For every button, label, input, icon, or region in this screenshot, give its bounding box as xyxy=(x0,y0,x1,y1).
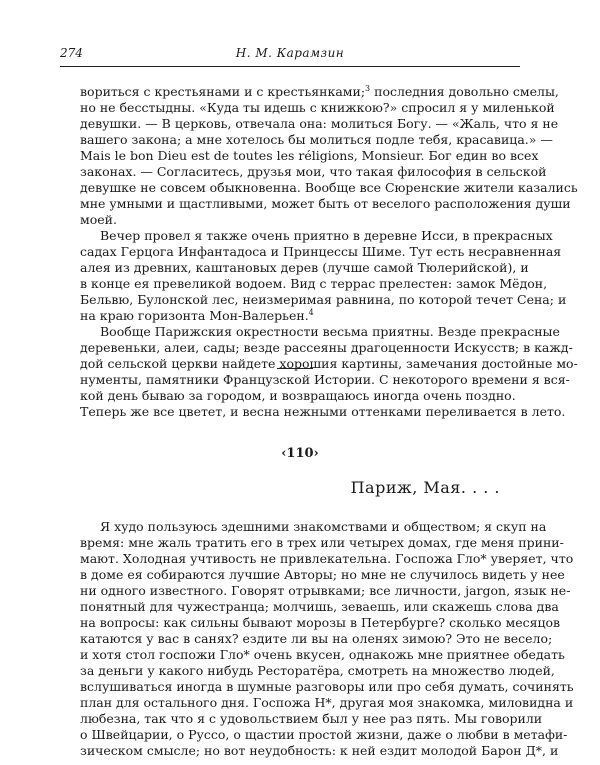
text-line xyxy=(80,583,571,599)
text-line xyxy=(80,567,565,583)
text-line xyxy=(80,308,500,324)
text-line xyxy=(80,260,529,276)
text-line xyxy=(80,663,555,679)
line-text: любезна, так что я с удовольствием был у нее раз пять. Мы говорили xyxy=(80,711,543,726)
line-text: Вечер провел я также очень приятно в деревне Исси, в прекрасных xyxy=(100,228,553,243)
text-line xyxy=(80,727,568,743)
text-line xyxy=(80,647,565,663)
line-text: в конце ея превеликой водоем. Вид с террас прелестен: замок Мёдон, xyxy=(80,276,548,291)
line-text: Я худо пользуюсь здешними знакомствами и обществом; я скуп на xyxy=(100,519,547,534)
text-line xyxy=(80,631,553,647)
line-text: время: мне жаль тратить его в трех или четырех домах, где меня прини- xyxy=(80,535,564,550)
text-line xyxy=(80,404,566,420)
text-line xyxy=(80,551,574,567)
line-text: в доме ея собираются лучшие Авторы; но мне не случилось видеть у нее xyxy=(80,567,565,582)
top-text-block xyxy=(80,83,578,420)
line-text: но не бесстыдны. «Куда ты идешь с книжкою?» спросил я у миленькой xyxy=(80,100,555,115)
running-head: Н. М. Карамзин xyxy=(235,46,345,60)
line-text: Теперь же все цветет, и весна нежными оттенками переливается в лето. xyxy=(80,404,566,419)
text-line xyxy=(80,743,559,759)
text-line xyxy=(80,148,539,164)
header-rule xyxy=(60,66,520,67)
page-number: 274 xyxy=(60,46,83,60)
line-text: зическом смысле; но вот неудобность: к ней ездит молодой Барон Д*, и xyxy=(80,743,559,758)
line-text: садах Герцога Инфантадоса и Принцессы Шиме. Тут есть несравненная xyxy=(80,244,562,259)
line-text: моей. xyxy=(80,212,117,227)
line-text: мают. Холодная учтивость не привлекательна. Госпожа Гло* уверяет, что xyxy=(80,551,574,566)
text-line xyxy=(80,276,548,292)
line-text: девушке не совсем обыкновенна. Вообще все Сюренские жители казались xyxy=(80,180,578,195)
line-text: на краю горизонта Мон-Валерьен. xyxy=(80,308,309,323)
text-line xyxy=(80,132,553,148)
footnote-reference[interactable]: 3 xyxy=(365,83,371,93)
line-text: план для остального дня. Госпожа Н*, другая моя знакомка, миловидна и xyxy=(80,695,574,710)
text-line xyxy=(80,679,574,695)
letter-number: ‹110› xyxy=(281,446,319,461)
text-line xyxy=(80,100,555,116)
line-text: дой сельской церкви найдете хорошия картины, замечания достойные мо- xyxy=(80,356,578,371)
line-text: за деньги у какого нибудь Ресторатёра, смотреть на множество людей, xyxy=(80,663,555,678)
text-line xyxy=(80,535,564,551)
text-line xyxy=(80,711,543,727)
text-line xyxy=(80,83,559,100)
text-line xyxy=(80,599,559,615)
line-text: и хотя стол госпожи Гло* очень вкусен, однакожь мне приятнее обедать xyxy=(80,647,565,662)
line-text: кой день бываю за городом, и возвращаюсь иногда очень поздно. xyxy=(80,388,516,403)
text-line xyxy=(80,292,567,308)
line-text: девушки. — В церковь, отвечала она: молиться Богу. — «Жаль, что я не xyxy=(80,116,559,131)
text-line xyxy=(80,388,516,404)
line-text: законах. — Согласитесь, друзья мои, что такая философия в сельской xyxy=(80,164,547,179)
section-divider xyxy=(277,368,313,369)
line-text: на вопросы: как сильны бывают морозы в Петербурге? сколько месяцов xyxy=(80,615,561,630)
page-header xyxy=(60,46,520,66)
footnote-reference[interactable]: 4 xyxy=(308,307,314,317)
bottom-text-block xyxy=(80,519,574,759)
line-text: Вообще Парижския окрестности весьма приятны. Везде прекрасные xyxy=(100,324,560,339)
text-line xyxy=(80,116,559,132)
line-text: ни одного известного. Говорят отрывками; все личности, jargon, язык не- xyxy=(80,583,571,598)
text-line xyxy=(80,228,553,244)
line-text: деревеньки, алеи, сады; везде рассеяны драгоценности Искусств; в кажд- xyxy=(80,340,573,355)
text-line xyxy=(80,615,561,631)
text-line xyxy=(80,212,500,228)
line-text: понятный для чужестранца; молчишь, зеваешь, или скажешь слова два xyxy=(80,599,559,614)
line-text: катаются у вас в санях? ездите ли вы на оленях зимою? Это не весело; xyxy=(80,631,553,646)
line-text: нументы, памятники Французской Истории. С некоторого времени я вся- xyxy=(80,372,570,387)
text-line xyxy=(80,356,578,372)
text-line xyxy=(80,244,562,260)
text-line xyxy=(80,340,573,356)
text-line xyxy=(80,519,547,535)
line-text-continued: последния довольно смелы, xyxy=(370,84,559,99)
line-text: вориться с крестьянами и с крестьянками; xyxy=(80,84,366,99)
line-text: Mais le bon Dieu est de toutes les réligions, Monsieur. Бог един во всех xyxy=(80,148,539,163)
line-text: вашего закона; а мне хотелось бы молиться подле тебя, красавица.» — xyxy=(80,132,553,147)
line-text: о Швейцарии, о Руссо, о щастии простой жизни, даже о любви в метафи- xyxy=(80,727,568,742)
text-line xyxy=(80,164,547,180)
text-line xyxy=(80,324,560,340)
dateline: Париж, Мая. . . . xyxy=(350,478,500,497)
line-text: мне умными и щастливыми, может быть от веселого расположения души xyxy=(80,196,571,211)
line-text: вслушиваться иногда в шумные разговоры или про себя думать, сочинять xyxy=(80,679,574,694)
line-text: Бельвю, Булонской лес, неизмеримая равнина, по которой течет Сена; и xyxy=(80,292,567,307)
text-line xyxy=(80,372,570,388)
text-line xyxy=(80,180,578,196)
line-text: алея из древних, каштановых дерев (лучше самой Тюлерийской), и xyxy=(80,260,529,275)
text-line xyxy=(80,196,571,212)
text-line xyxy=(80,695,574,711)
